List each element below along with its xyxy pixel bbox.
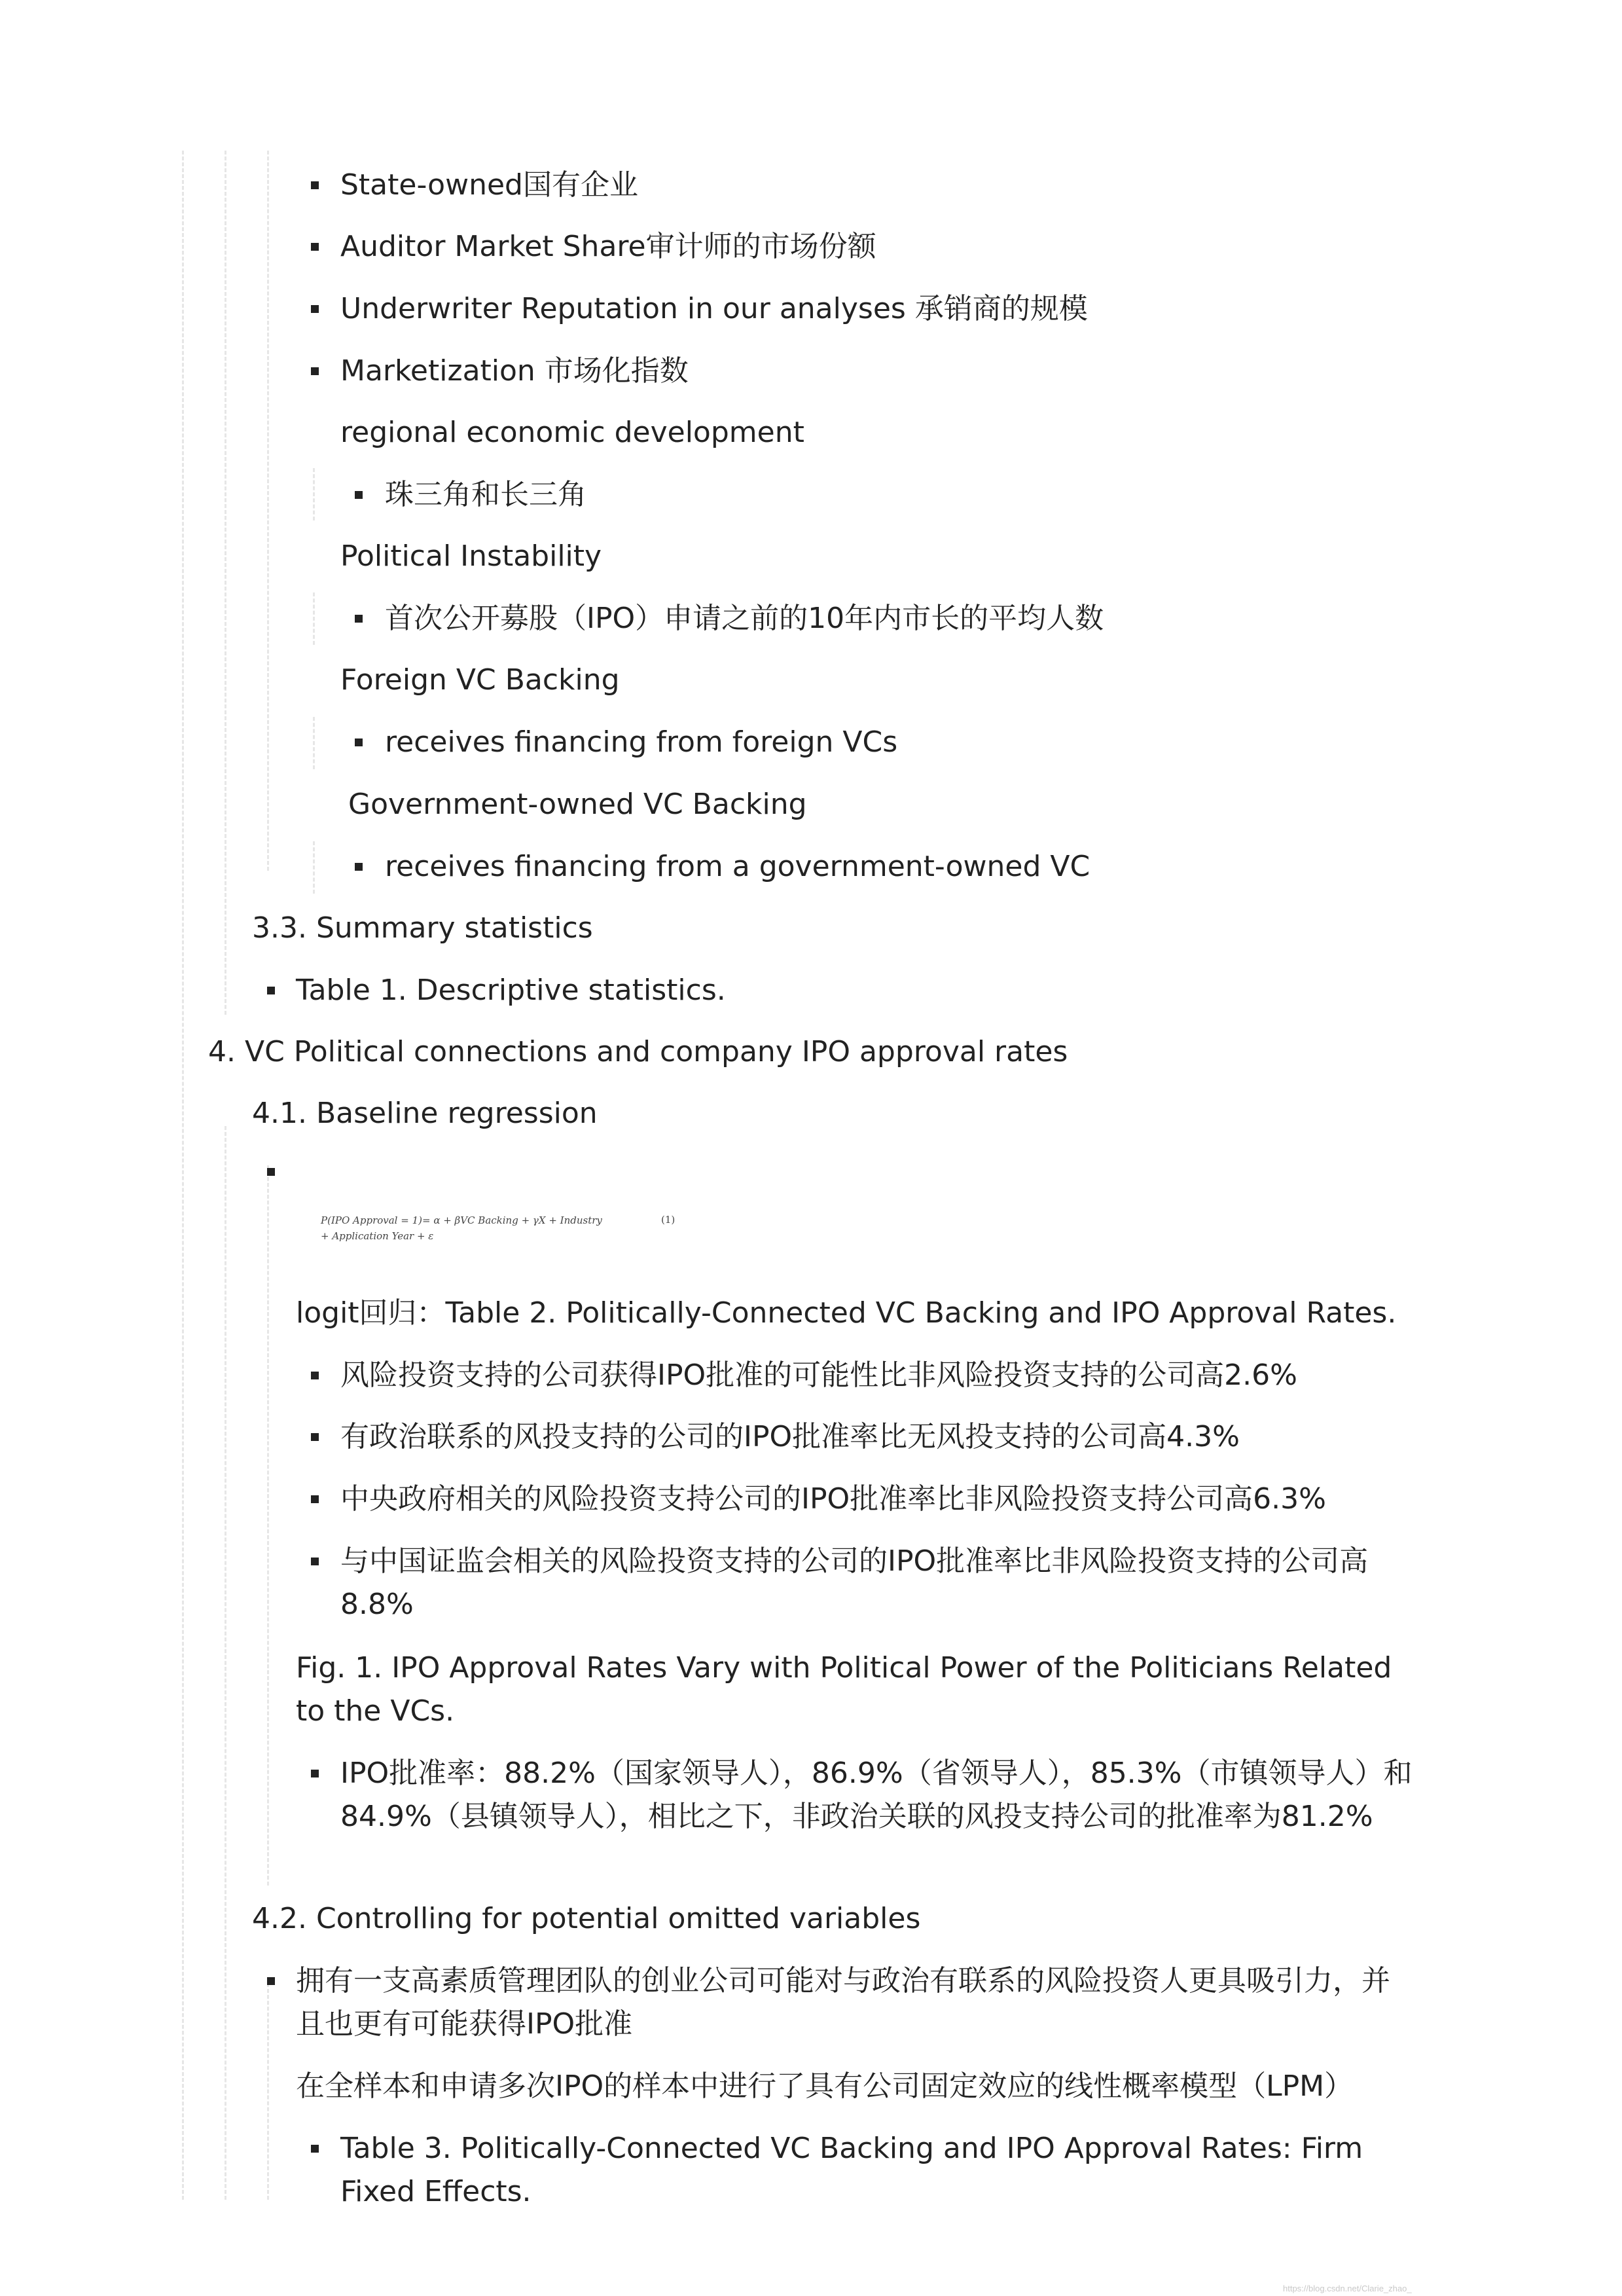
- item-state-owned: State-owned国有企业: [340, 168, 638, 202]
- item-political-instability: Political Instability: [340, 539, 602, 573]
- bullet: [311, 243, 319, 251]
- bullet: [355, 738, 363, 746]
- item-underwriter-reputation: Underwriter Reputation in our analyses 承销商的规模: [340, 292, 1088, 325]
- item-foreign-vc-desc: receives financing from foreign VCs: [385, 725, 898, 759]
- heading-4-2-omitted-variables: 4.2. Controlling for potential omitted variables: [252, 1902, 921, 1935]
- indent-guide-level-4b: [313, 592, 315, 645]
- table-3-caption: Table 3. Politically-Connected VC Backing and IPO Approval Rates: Firm Fixed Effects.: [340, 2132, 1363, 2208]
- bullet: [311, 1372, 319, 1379]
- indent-guide-level-4a: [313, 468, 315, 520]
- heading-4-1-baseline-regression: 4.1. Baseline regression: [252, 1097, 598, 1130]
- indent-guide-level-2: [225, 151, 226, 1015]
- item-auditor-market-share: Auditor Market Share审计师的市场份额: [340, 230, 876, 263]
- item-government-vc-desc: receives financing from a government-owned VC: [385, 850, 1090, 883]
- regression-formula-number: (1): [661, 1214, 676, 1226]
- point-management-team: 拥有一支高素质管理团队的创业公司可能对与政治有联系的风险投资人更具吸引力，并且也更有可能获得IPO批准: [296, 1964, 1390, 2041]
- figure-1-approval-rates: IPO批准率：88.2%（国家领导人），86.9%（省领导人），85.3%（市镇领导人）和84.9%（县镇领导人），相比之下，非政治关联的风投支持公司的批准率为81.2%: [340, 1757, 1413, 1833]
- bullet: [311, 305, 319, 313]
- bullet: [311, 2145, 319, 2153]
- item-pearl-yangtze-delta: 珠三角和长三角: [385, 478, 586, 511]
- item-government-vc-backing: Government-owned VC Backing: [348, 788, 807, 821]
- bullet: [311, 1558, 319, 1565]
- indent-guide-level-3b: [267, 1165, 269, 1886]
- watermark: https://blog.csdn.net/Clarie_zhao_: [1283, 2284, 1412, 2293]
- indent-guide-level-3: [267, 151, 269, 871]
- result-csrc-related: 与中国证监会相关的风险投资支持的公司的IPO批准率比非风险投资支持的公司高8.8%: [340, 1544, 1369, 1621]
- item-mayor-count: 首次公开募股（IPO）申请之前的10年内市长的平均人数: [385, 602, 1104, 635]
- bullet: [311, 1433, 319, 1441]
- bullet: [355, 615, 363, 623]
- bullet: [267, 987, 275, 994]
- result-politically-connected: 有政治联系的风投支持的公司的IPO批准率比无风投支持的公司高4.3%: [340, 1420, 1240, 1453]
- bullet: [311, 1495, 319, 1503]
- indent-guide-level-1: [182, 151, 184, 2200]
- indent-guide-level-2b: [225, 1126, 226, 2200]
- logit-table-2-caption: logit回归：Table 2. Politically-Connected VC Backing and IPO Approval Rates.: [296, 1296, 1397, 1330]
- regression-formula-line-1: P(IPO Approval = 1)= α + βVC Backing + γX + Industry: [321, 1214, 602, 1226]
- figure-1-caption: Fig. 1. IPO Approval Rates Vary with Political Power of the Politicians Related to the VCs.: [296, 1651, 1392, 1728]
- result-vc-backed: 风险投资支持的公司获得IPO批准的可能性比非风险投资支持的公司高2.6%: [340, 1358, 1297, 1392]
- table-1-caption: Table 1. Descriptive statistics.: [296, 974, 726, 1007]
- heading-3-3-summary-statistics: 3.3. Summary statistics: [252, 911, 593, 945]
- lpm-firm-fixed-effects: 在全样本和申请多次IPO的样本中进行了具有公司固定效应的线性概率模型（LPM）: [296, 2069, 1354, 2103]
- indent-guide-level-4d: [313, 841, 315, 894]
- regression-formula-line-2: + Application Year + ε: [321, 1230, 434, 1242]
- item-marketization: Marketization 市场化指数: [340, 354, 689, 388]
- bullet: [311, 1770, 319, 1777]
- item-regional-economic-development: regional economic development: [340, 416, 804, 449]
- item-foreign-vc-backing: Foreign VC Backing: [340, 663, 620, 697]
- heading-4-political-connections: 4. VC Political connections and company IPO approval rates: [208, 1035, 1068, 1068]
- bullet: [311, 367, 319, 375]
- bullet: [355, 863, 363, 871]
- bullet: [355, 491, 363, 499]
- result-central-government: 中央政府相关的风险投资支持公司的IPO批准率比非风险投资支持公司高6.3%: [340, 1482, 1326, 1516]
- indent-guide-level-4c: [313, 717, 315, 769]
- bullet: [267, 1977, 275, 1985]
- indent-guide-level-3c: [267, 1977, 269, 2200]
- bullet: [267, 1168, 275, 1176]
- bullet: [311, 181, 319, 189]
